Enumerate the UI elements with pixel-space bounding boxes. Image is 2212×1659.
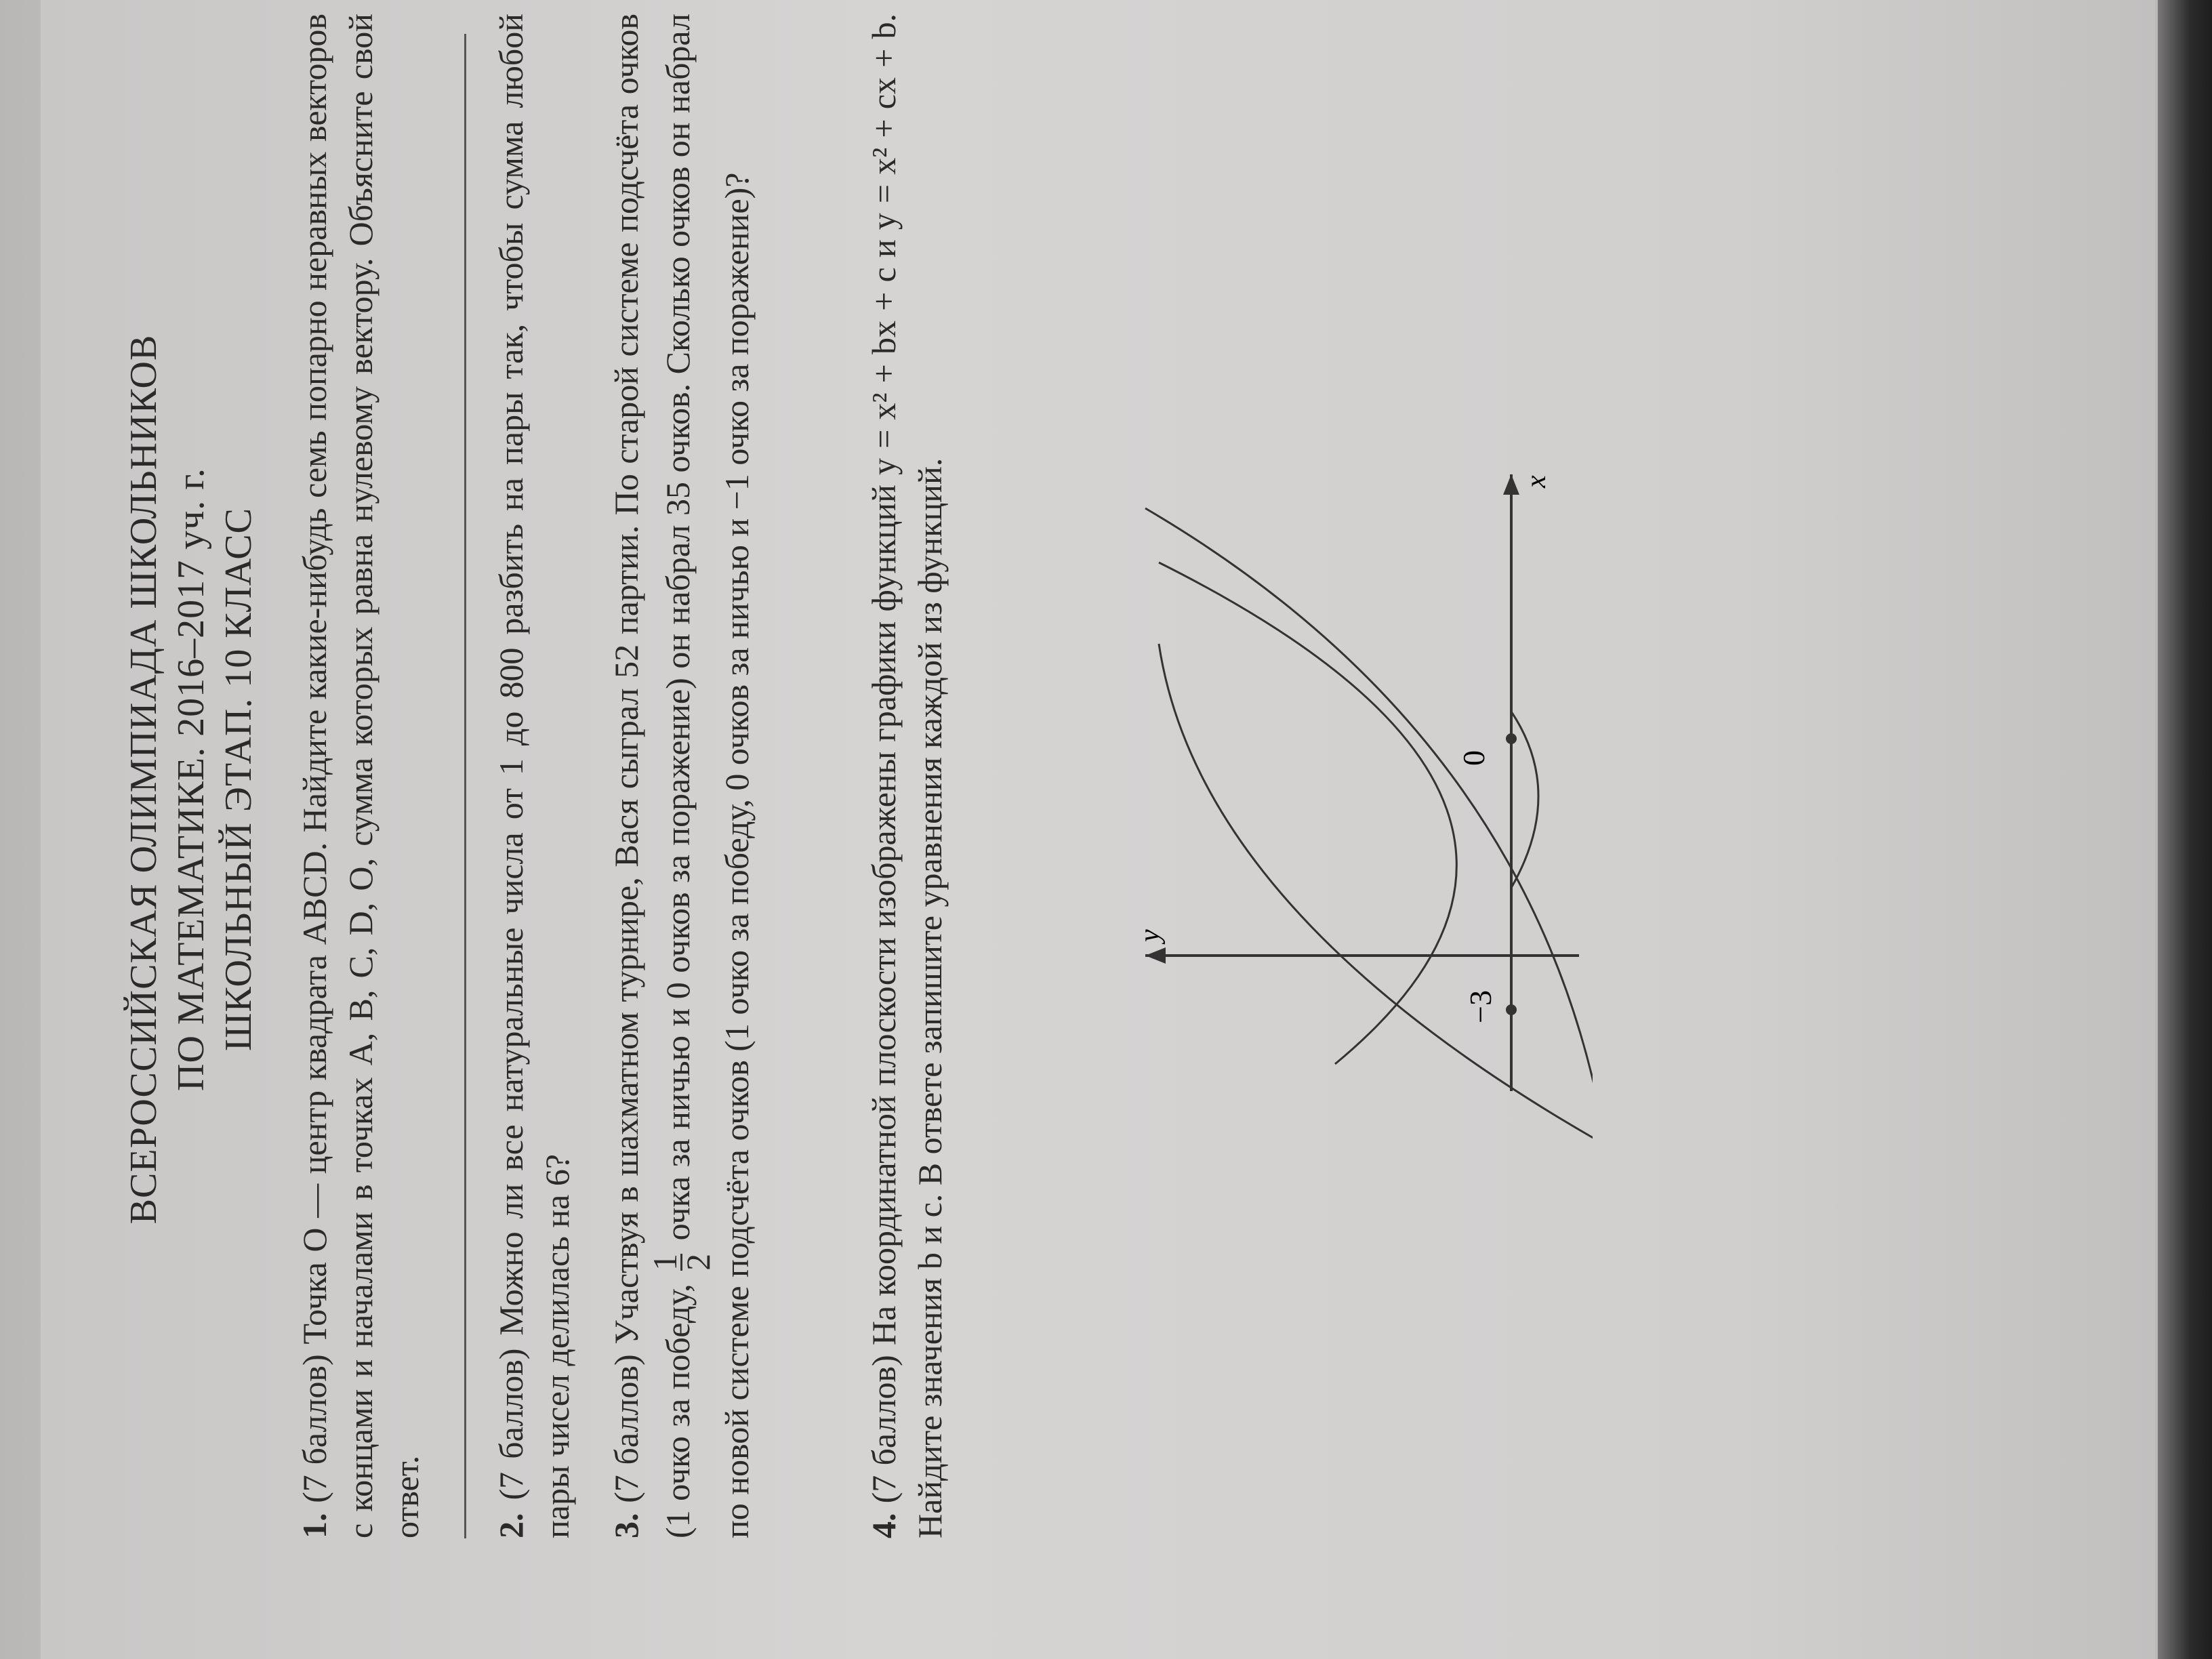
y-axis-arrow bbox=[1503, 474, 1519, 495]
x-axis-arrow bbox=[1145, 947, 1166, 964]
point-intersection bbox=[1506, 733, 1517, 744]
problem-3-text-b: очка за ничью и 0 очков за поражение) он набрал 35 очков. Сколько очков он набрал по новой системе подсчёта очков (1 очко за победу, 0 очков за ничью и −1 очко за поражение)? bbox=[658, 13, 756, 1538]
header-line-2: ПО МАТЕМАТИКЕ. 2016–2017 уч. г. bbox=[170, 468, 212, 1091]
problem-2-text: (7 баллов) Можно ли все натуральные числа от 1 до 800 разбить на пары так, чтобы сумма любой пары чисел делилась на 6? bbox=[492, 13, 576, 1538]
olympiad-page bbox=[75, 0, 2212, 1579]
label-origin: 0 bbox=[1456, 750, 1491, 766]
parabolas-graph bbox=[1132, 468, 1593, 1145]
header-line-1: ВСЕРОССИЙСКАЯ ОЛИМПИАДА ШКОЛЬНИКОВ bbox=[123, 334, 165, 1225]
problem-1-number: 1. bbox=[295, 1513, 333, 1538]
parabola-1-branch bbox=[1145, 508, 1593, 1145]
point-minus3 bbox=[1506, 1004, 1517, 1015]
fraction-numerator: 1 bbox=[646, 1253, 684, 1271]
label-y-axis: y bbox=[1134, 929, 1166, 942]
problem-1 bbox=[291, 14, 430, 1538]
problem-4-text: (7 баллов) На координатной плоскости изображены графики функций y = x² + bx + c и y = x² + cx + b. Найдите значения b и c. В ответе запишите уравнения каждой из функций. bbox=[865, 14, 949, 1538]
fraction-one-half bbox=[646, 1253, 717, 1271]
fraction-denominator: 2 bbox=[679, 1253, 717, 1271]
problem-1-text: (7 баллов) Точка O — центр квадрата ABCD. Найдите какие-нибудь семь попарно неравных векторов с концами и началами в точках A, B, C, D, O, сумма которых равна нулевому вектору. Объясните свой ответ. bbox=[295, 13, 426, 1538]
problem-3 bbox=[603, 14, 760, 1538]
problem-2 bbox=[488, 14, 580, 1538]
problem-3-text-a: (7 баллов) Участвуя в шахматном турнире, Вася сыграл 52 партии. По старой системе подсчёта очков (1 очко за победу, bbox=[607, 14, 697, 1538]
problem-4 bbox=[861, 14, 953, 1538]
label-minus3: −3 bbox=[1463, 990, 1498, 1023]
header-line-3: ШКОЛЬНЫЙ ЭТАП. 10 КЛАСС bbox=[218, 508, 260, 1051]
label-x-axis: x bbox=[1521, 475, 1552, 488]
divider-line bbox=[464, 34, 466, 1538]
problem-4-number: 4. bbox=[865, 1513, 903, 1538]
parabola-1 bbox=[1159, 644, 1593, 1145]
problem-3-number: 3. bbox=[607, 1513, 645, 1538]
problem-2-number: 2. bbox=[492, 1513, 530, 1538]
parabola-2 bbox=[1159, 562, 1456, 1064]
